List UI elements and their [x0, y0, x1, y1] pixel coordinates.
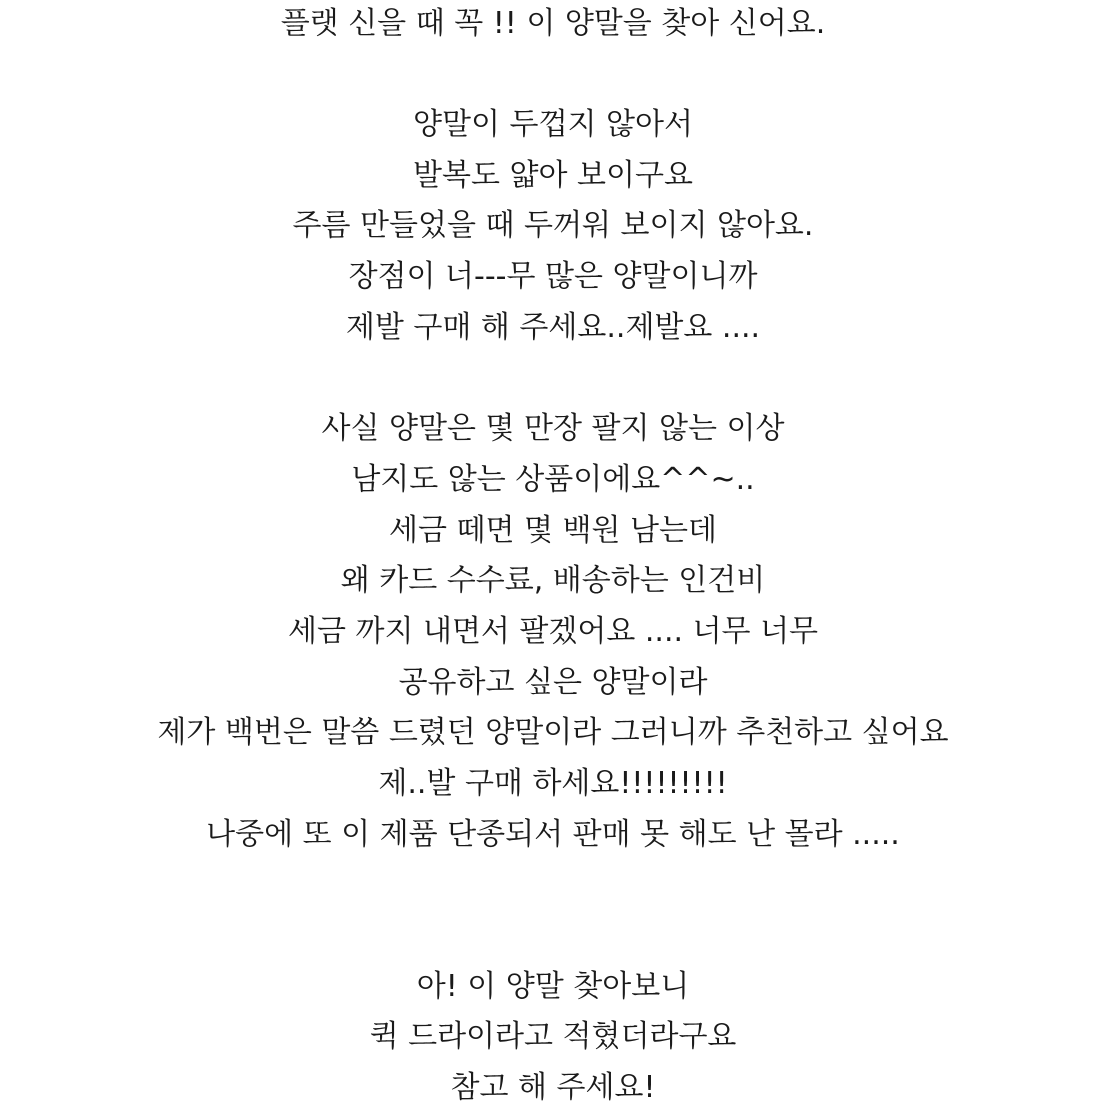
text-line: 제가 백번은 말씀 드렸던 양말이라 그러니까 추천하고 싶어요	[157, 715, 949, 751]
text-line: 남지도 않는 상품이에요^^~..	[351, 461, 755, 497]
text-line: 제..발 구매 하세요!!!!!!!!!	[378, 766, 728, 801]
text-line: 발복도 얇아 보이구요	[413, 157, 693, 193]
text-line: 아! 이 양말 찾아보니	[416, 968, 690, 1004]
text-line: 퀵 드라이라고 적혔더라구요	[369, 1019, 737, 1055]
text-line: 제발 구매 해 주세요..제발요 ....	[345, 309, 761, 345]
blank-line	[0, 911, 1106, 962]
blank-line	[0, 354, 1106, 405]
text-line: 주름 만들었을 때 두꺼워 보이지 않아요.	[292, 208, 814, 244]
text-line: 양말이 두껍지 않아서	[413, 107, 693, 143]
text-line: 세금 까지 내면서 팔겠어요 .... 너무 너무	[287, 613, 819, 649]
text-line: 참고 해 주세요!	[450, 1070, 656, 1106]
text-line: 공유하고 싶은 양말이라	[398, 664, 708, 700]
text-line: 장점이 너---무 많은 양말이니까	[348, 259, 758, 295]
text-line: 플랫 신을 때 꼭 !! 이 양말을 찾아 신어요.	[280, 5, 826, 41]
blank-line	[0, 49, 1106, 100]
text-line: 왜 카드 수수료, 배송하는 인건비	[340, 563, 766, 599]
blank-line	[0, 860, 1106, 911]
text-line: 사실 양말은 몇 만장 팔지 않는 이상	[321, 411, 785, 447]
text-line: 세금 떼면 몇 백원 남는데	[389, 512, 717, 548]
text-line: 나중에 또 이 제품 단종되서 판매 못 해도 난 몰라 .....	[206, 816, 900, 852]
